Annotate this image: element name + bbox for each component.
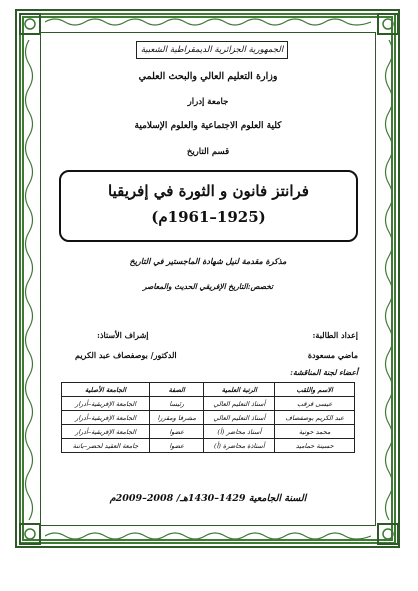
corner-ornament-top-right: [375, 11, 401, 37]
table-cell: عبد الكريم بوصفصاف: [275, 411, 355, 425]
academic-year: السنة الجامعية 1429–1430هـ/ 2008–2009م: [109, 493, 307, 504]
committee-heading: أعضاء لجنة المناقشة:: [290, 368, 358, 377]
column-header: الجامعة الأصلية: [62, 383, 150, 397]
table-cell: أستاذ التعليم العالي: [204, 411, 275, 425]
bottom-vine-ornament: [45, 530, 371, 542]
top-vine-ornament: [45, 16, 371, 28]
column-header: الصفة: [150, 383, 204, 397]
corner-ornament-bottom-left: [17, 521, 43, 547]
table-row: [62, 439, 355, 453]
table-cell: أستاذ التعليم العالي: [204, 397, 275, 411]
faculty-line: كلية العلوم الاجتماعية والعلوم الإسلامية: [134, 121, 282, 131]
prepared-by-label: إعداد الطالبة:: [312, 330, 358, 340]
table-cell: عيسى قرقب: [275, 397, 355, 411]
supervisor-label: إشراف الأستاذ:: [97, 330, 149, 340]
thesis-description: مذكرة مقدمة لنيل شهادة الماجستير في التاريخ: [129, 256, 287, 266]
republic-header: الجمهورية الجزائرية الديمقراطية الشعبية: [136, 41, 288, 59]
table-cell: عضوا: [150, 425, 204, 439]
table-cell: الجامعة الإفريقية–أدرار: [62, 425, 150, 439]
table-cell: أستاذ محاضر (أ): [204, 425, 275, 439]
left-vine-ornament: [22, 40, 36, 520]
table-cell: رئيسا: [150, 397, 204, 411]
table-cell: الجامعة الإفريقية–أدرار: [62, 411, 150, 425]
table-row: [62, 397, 355, 411]
thesis-years: (1925–1961م): [151, 208, 266, 226]
table-row: [62, 411, 355, 425]
column-header: الاسم واللقب: [275, 383, 355, 397]
table-cell: حسينة حماميد: [275, 439, 355, 453]
thesis-title: فرانتز فانون و الثورة في إفريقيا: [108, 182, 309, 200]
column-header: الرتبة العلمية: [204, 383, 275, 397]
ministry-line: وزارة التعليم العالي والبحث العلمي: [138, 71, 278, 82]
student-name: ماضي مسعودة: [307, 350, 358, 360]
table-cell: الجامعة الإفريقية–أدرار: [62, 397, 150, 411]
table-cell: مشرفا ومقررا: [150, 411, 204, 425]
thesis-specialty: تخصص:التاريخ الإفريقي الحديث والمعاصر: [142, 282, 274, 291]
table-cell: عضوا: [150, 439, 204, 453]
university-line: جامعة إدرار: [187, 97, 229, 107]
table-cell: جامعة العقيد لحضر–باتنة: [62, 439, 150, 453]
corner-ornament-bottom-right: [375, 521, 401, 547]
thesis-title-box: [59, 170, 358, 242]
right-vine-ornament: [382, 40, 396, 520]
table-cell: أستاذة محاضرة (أ): [204, 439, 275, 453]
department-line: قسم التاريخ: [186, 147, 230, 157]
committee-table: [61, 382, 355, 453]
corner-ornament-top-left: [17, 11, 43, 37]
table-cell: محمد حوتية: [275, 425, 355, 439]
table-header-row: [62, 383, 355, 397]
table-row: [62, 425, 355, 439]
supervisor-name: الدكتور/ بوصفصاف عبد الكريم: [75, 350, 177, 360]
